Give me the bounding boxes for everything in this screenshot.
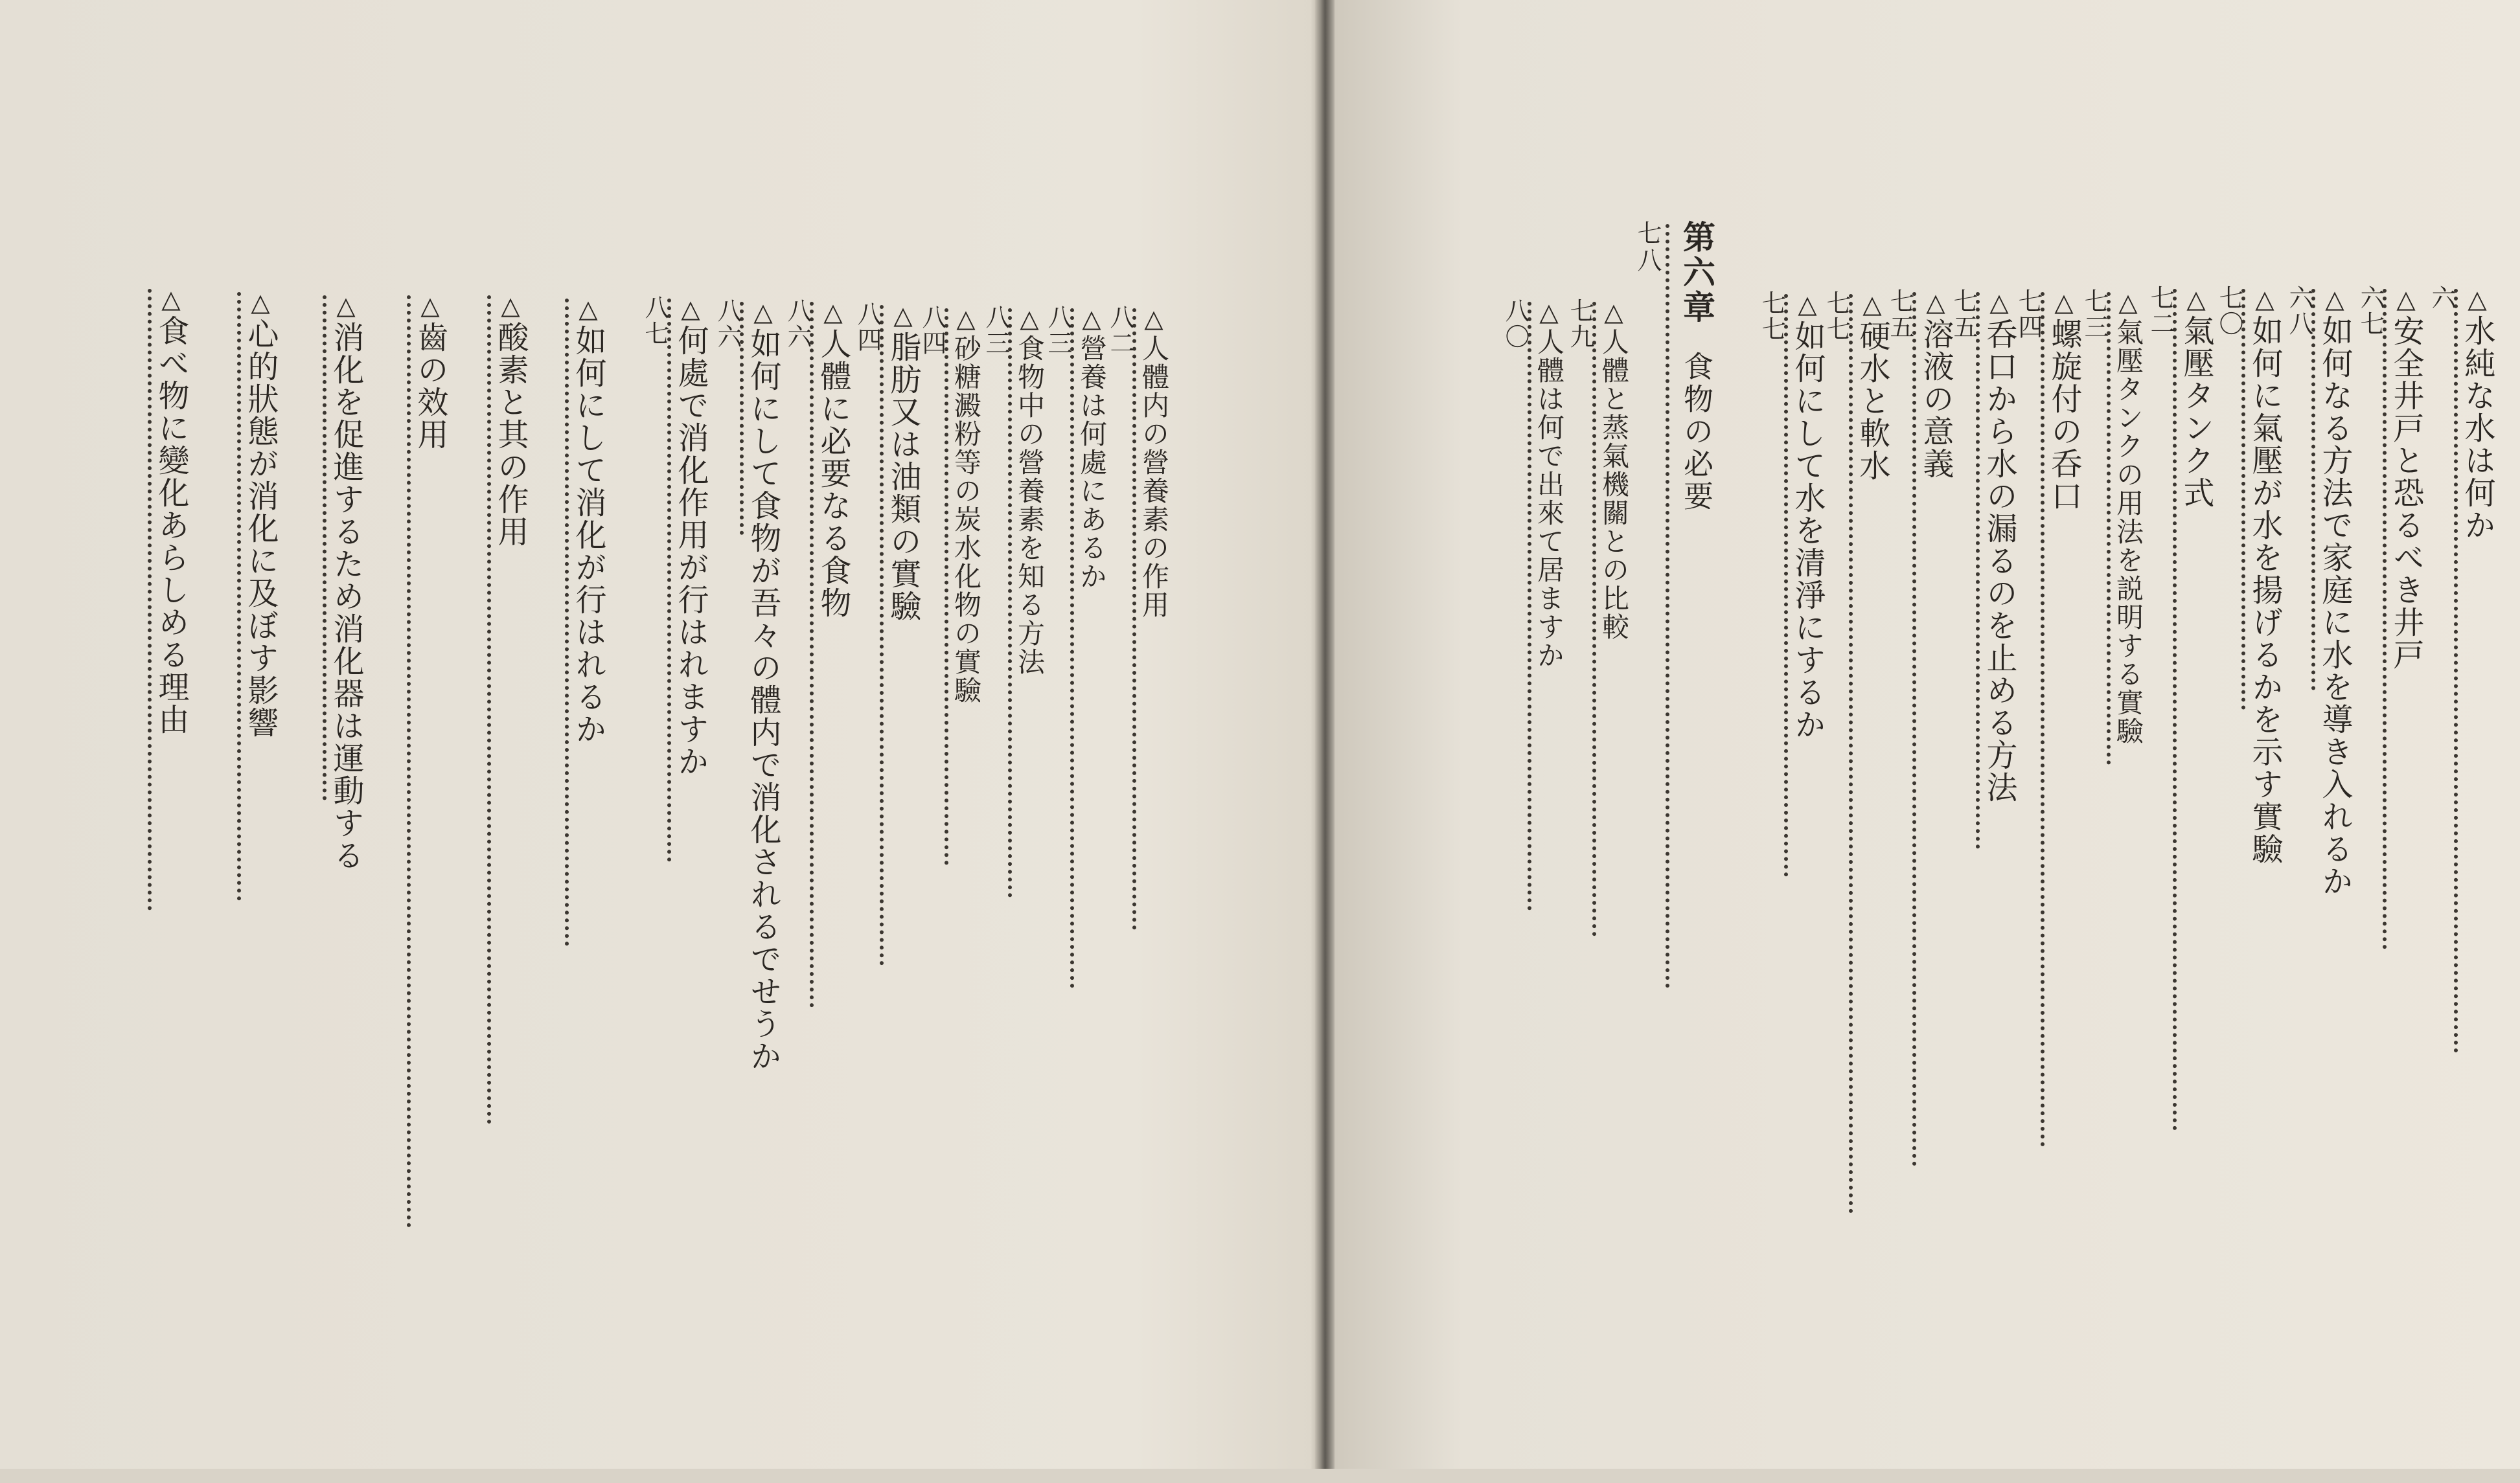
triangle-icon: △	[2182, 285, 2210, 315]
toc-entry-title: 營養は何處にあるか	[1076, 334, 1108, 591]
leader-dots	[1666, 224, 1673, 988]
triangle-icon: △	[676, 295, 705, 324]
toc-entry	[2429, 285, 2493, 1451]
toc-entry	[1044, 304, 1108, 1418]
triangle-icon: △	[246, 288, 275, 318]
toc-page-number: 七三	[2080, 288, 2109, 340]
toc-entry	[1503, 298, 1563, 1464]
triangle-icon: △	[1858, 290, 1886, 320]
toc-entry-title: 呑口から水の漏るのを止める方法	[1981, 318, 2017, 804]
triangle-icon: △	[1015, 304, 1044, 334]
toc-entry-title: 氣壓タンク式	[2178, 315, 2214, 509]
toc-entry-title: 硬水と軟水	[1854, 320, 1890, 482]
triangle-icon: △	[1793, 290, 1822, 320]
toc-page-number: 六八	[2285, 285, 2313, 337]
triangle-icon: △	[574, 295, 602, 324]
triangle-icon: △	[819, 298, 847, 328]
toc-page-number: 七八	[1633, 220, 1662, 275]
toc-entry-title: 砂糖澱粉等の炭水化物の實驗	[950, 334, 982, 705]
toc-entry	[565, 295, 604, 1480]
triangle-icon: △	[889, 301, 917, 331]
triangle-icon: △	[416, 291, 444, 321]
toc-page-number: 八三	[981, 304, 1010, 356]
toc-entry-title: 螺旋付の呑口	[2046, 318, 2082, 512]
right-page	[1328, 0, 2520, 1469]
toc-entry	[2082, 288, 2142, 1454]
triangle-icon: △	[157, 285, 185, 315]
toc-page-number: 八四	[918, 304, 946, 356]
toc-entry	[2215, 285, 2283, 1451]
toc-entry	[2148, 285, 2212, 1451]
toc-entry-title: 人體は何で出來て居ますか	[1533, 328, 1565, 670]
toc-page-number: 七七	[1822, 290, 1851, 342]
toc-entry	[487, 291, 529, 1483]
toc-entry	[918, 304, 982, 1444]
toc-entry-title: 脂肪又は油類の實驗	[885, 331, 921, 622]
triangle-icon: △	[1921, 288, 1950, 318]
triangle-icon: △	[2114, 288, 2142, 318]
toc-page-number: 八六	[783, 298, 812, 350]
toc-page-number: 七九	[1566, 298, 1594, 350]
toc-entry	[981, 304, 1046, 1431]
toc-page-number: 八二	[1106, 304, 1134, 356]
toc-entry	[1824, 290, 1888, 1456]
triangle-icon: △	[2050, 288, 2078, 318]
toc-entry	[1758, 290, 1826, 1456]
chapter-heading	[1630, 220, 1720, 1451]
triangle-icon: △	[1140, 304, 1168, 334]
toc-entry	[715, 298, 779, 1477]
toc-page-number: 八三	[1044, 304, 1072, 356]
toc-page-number: 七五	[1949, 288, 1978, 340]
triangle-icon: △	[952, 304, 980, 334]
toc-entry	[1106, 304, 1170, 1405]
triangle-icon: △	[1985, 288, 2013, 318]
toc-entry-title: 如何にして食物が吾々の體内で消化されるでせうか	[745, 328, 781, 1072]
toc-entry-title: 安全井戸と恐るべき井戸	[2388, 315, 2424, 671]
toc-entry	[148, 285, 187, 1477]
triangle-icon: △	[2463, 285, 2491, 315]
triangle-icon: △	[332, 291, 360, 321]
toc-entry-title: 如何に氣壓が水を揚げるかを示す實驗	[2247, 315, 2283, 865]
toc-page-number: 六	[2427, 285, 2456, 311]
toc-page-number: 七五	[1886, 288, 1914, 340]
chapter-title: 食物の必要	[1679, 351, 1714, 513]
toc-entry-title: 食べ物に變化あらしめる理由	[153, 315, 189, 736]
toc-entry-title: 心的狀態が消化に及ぼす影響	[242, 318, 279, 739]
triangle-icon: △	[2392, 285, 2420, 315]
triangle-icon: △	[496, 291, 525, 321]
triangle-icon: △	[2320, 285, 2349, 315]
toc-entry-title: 溶液の意義	[1918, 318, 1954, 480]
toc-entry	[785, 298, 849, 1464]
toc-entry	[2358, 285, 2422, 1451]
toc-entry-title: 人體と蒸氣機關との比較	[1598, 328, 1630, 641]
toc-page-number: 八七	[641, 295, 669, 346]
toc-entry-title: 如何にして水を清淨にするか	[1789, 320, 1826, 741]
toc-entry-title: 如何なる方法で家庭に水を導き入れるか	[2317, 315, 2353, 898]
toc-entry-title: 人體内の營養素の作用	[1138, 334, 1170, 619]
triangle-icon: △	[1535, 298, 1563, 328]
toc-page-number: 八〇	[1501, 298, 1529, 350]
toc-entry-title: 水純な水は何か	[2459, 315, 2495, 541]
chapter-number: 第六章	[1678, 220, 1716, 325]
toc-entry-title: 人體に必要なる食物	[815, 328, 851, 619]
toc-entry	[323, 291, 364, 1483]
toc-page-number: 七〇	[2215, 285, 2243, 337]
toc-page-number: 八六	[713, 298, 742, 350]
triangle-icon: △	[1077, 304, 1106, 334]
toc-entry-title: 如何にして消化が行はれるか	[570, 324, 606, 745]
toc-entry	[237, 288, 279, 1480]
toc-entry	[641, 295, 709, 1480]
toc-entry-title: 齒の效用	[412, 321, 448, 451]
triangle-icon: △	[1599, 298, 1628, 328]
toc-entry	[1566, 298, 1630, 1464]
toc-entry-title: 氣壓タンクの用法を説明する實驗	[2113, 318, 2144, 745]
toc-entry-title: 酸素と其の作用	[492, 321, 529, 548]
toc-page-number: 六七	[2356, 285, 2385, 337]
toc-page-number: 七七	[1758, 290, 1786, 342]
triangle-icon: △	[749, 298, 777, 328]
toc-entry	[2285, 285, 2353, 1451]
toc-entry	[407, 291, 446, 1483]
triangle-icon: △	[2251, 285, 2279, 315]
toc-page-number: 八四	[853, 301, 882, 353]
toc-entry	[2014, 288, 2082, 1454]
toc-entry	[1886, 288, 1954, 1454]
toc-entry-title: 何處で消化作用が行はれますか	[672, 324, 709, 778]
toc-entry	[855, 301, 919, 1454]
toc-page-number: 七四	[2014, 288, 2043, 340]
toc-page-number: 七二	[2146, 285, 2175, 337]
toc-entry-title: 食物中の營養素を知る方法	[1014, 334, 1046, 676]
toc-entry-title: 消化を促進するため消化器は運動する	[328, 321, 364, 872]
toc-entry	[1951, 288, 2015, 1454]
